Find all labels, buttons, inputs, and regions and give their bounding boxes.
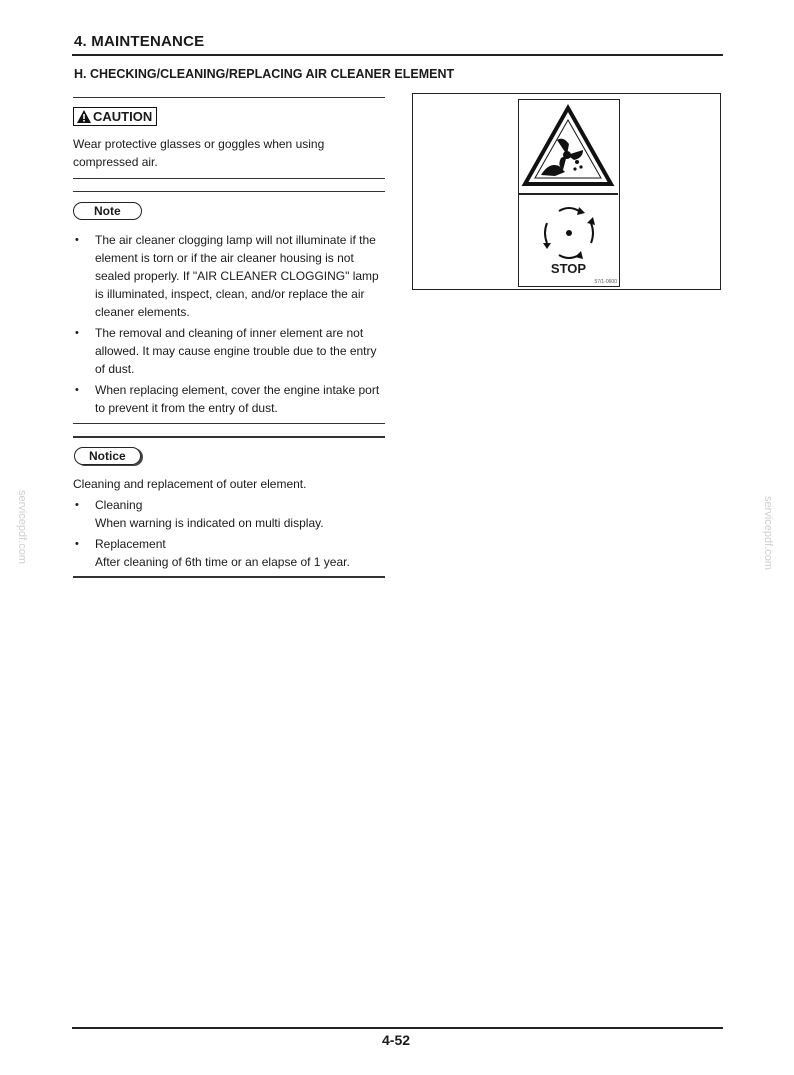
caution-top-rule	[73, 97, 385, 98]
notice-item-title: • Cleaning	[95, 498, 143, 512]
notice-item-detail: When warning is indicated on multi display.	[95, 516, 324, 530]
chapter-title: 4. MAINTENANCE	[74, 33, 205, 50]
warning-triangle-icon	[77, 110, 91, 123]
note-label: Note	[73, 202, 142, 220]
notice-item-detail: After cleaning of 6th time or an elapse of 1 year.	[95, 555, 350, 569]
decal-divider	[519, 193, 618, 195]
caution-label	[73, 107, 157, 126]
note-item: • The air cleaner clogging lamp will not illuminate if the element is torn or if the air cleaner housing is not sealed properly. If "AIR CLEANER CLOGGING" lamp is illuminated, inspect, clean, and/or replace the air cleaner elements.	[73, 231, 385, 321]
notice-label-wrap	[74, 447, 141, 465]
decal-part-code: 57/1-0600	[594, 279, 617, 285]
header-rule	[72, 54, 723, 56]
notice-item	[73, 535, 385, 571]
rotation-stop-icon	[519, 197, 618, 267]
warning-decal	[518, 99, 620, 287]
caution-body: Wear protective glasses or goggles when using compressed air.	[73, 137, 325, 169]
watermark-left: servicepdf.com	[16, 490, 28, 564]
note-label-wrap	[73, 202, 142, 220]
fan-hazard-icon	[519, 100, 618, 192]
notice-item	[73, 496, 385, 532]
caution-text-label: CAUTION	[93, 109, 153, 124]
caution-bottom-rule	[73, 178, 385, 179]
note-bottom-rule	[73, 423, 385, 424]
notice-intro: Cleaning and replacement of outer element.	[73, 477, 307, 491]
note-item: • When replacing element, cover the engine intake port to prevent it from the entry of dust.	[73, 381, 385, 417]
notice-list	[73, 496, 385, 574]
note-top-rule	[73, 191, 385, 192]
notice-bottom-rule	[73, 576, 385, 578]
footer-rule	[72, 1027, 723, 1029]
page-number: 4-52	[382, 1032, 411, 1048]
note-list	[73, 231, 385, 420]
watermark-right: servicepdf.com	[762, 496, 774, 570]
stop-label: STOP	[550, 261, 587, 276]
notice-item-title: • Replacement	[95, 537, 166, 551]
section-title: H. CHECKING/CLEANING/REPLACING AIR CLEANER ELEMENT	[74, 67, 455, 81]
notice-top-rule	[73, 436, 385, 438]
note-item: • The removal and cleaning of inner element are not allowed. It may cause engine trouble due to the entry of dust.	[73, 324, 385, 378]
notice-label: Notice	[74, 447, 141, 465]
